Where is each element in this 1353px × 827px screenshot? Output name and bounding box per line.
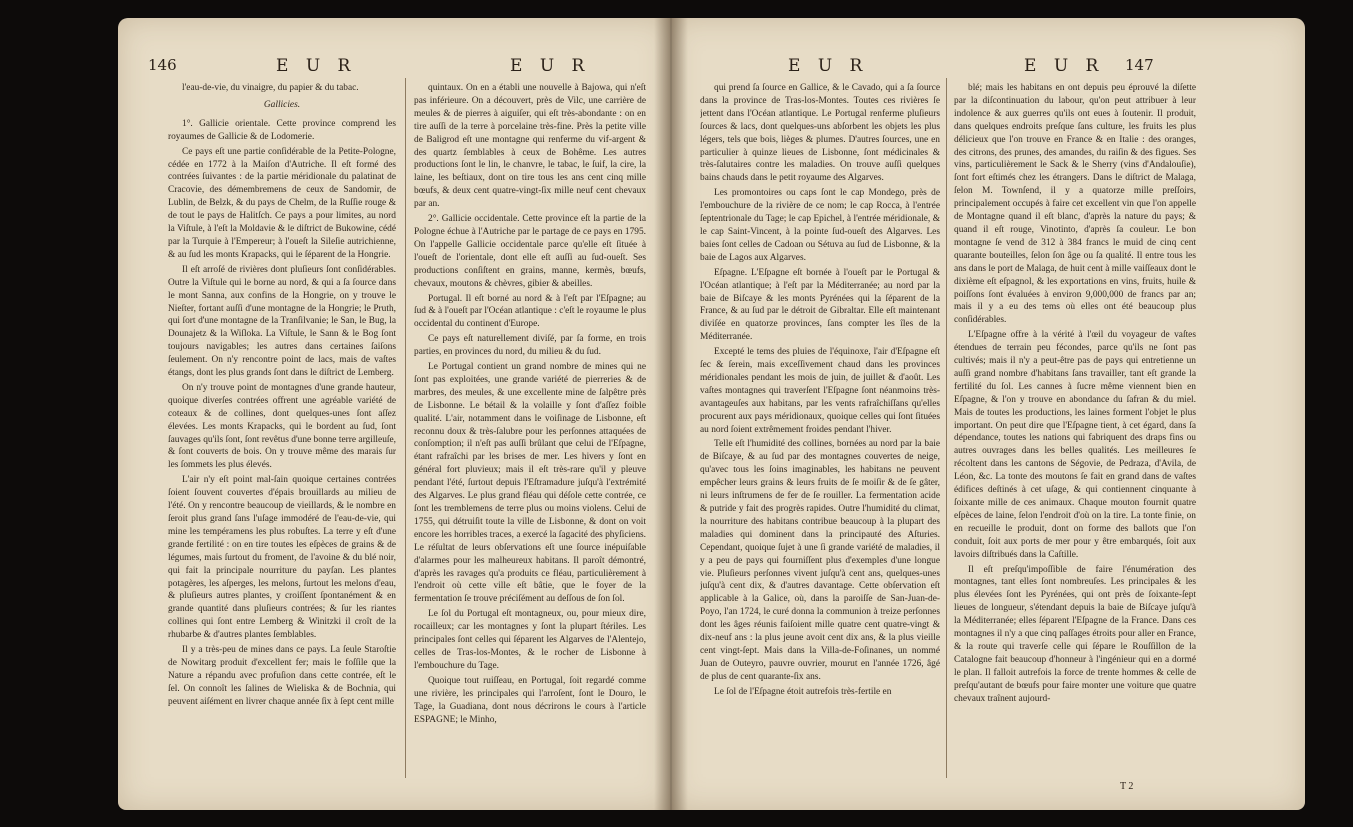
paragraph: Telle eſt l'humidité des collines, bornées au nord par la baie de Biſcaye, & au ſud par des montagnes couvertes de neige, qu'avec tous les ſoins imaginables, les habitans ne peuvent empêcher leurs grains & leurs fruits de ſe moiſir & de ſe gâter, ni leurs inſtrumens de fer de ſe rouiller. La fermentation acide & putride y fait des progrès rapides. Outre l'humidité du climat, la nourriture des habitans contribue beaucoup à la plupart des maladies qui dominent dans la principauté des Aſturies. Cependant, quoique ſujet à une ſi grande variété de maladies, il y a peu de pays qui fourniſſent plus d'exemples d'une longue vie. Pluſieurs perſonnes vivent juſqu'à cent ans, quelques-unes juſqu'à cent dix, & d'autres davantage. Cette obſervation eſt applicable à la Galice, où, dans la paroiſſe de San-Juan-de-Poyo, l'an 1724, le curé donna la communion à treize perſonnes dont les âges réunis faiſoient mille quatre cent quatre-vingt & dix-neuf ans : la plus jeune avoit cent dix ans, & la plus vieille cent vingt-ſept. Mais dans la Villa-de-Foſinanes, un nommé Juan de Outeyro, pauvre ouvrier, mourut en l'année 1726, âgé de plus de cent quarante-ſix ans.	[700, 439, 940, 682]
paragraph: Ce pays eſt une partie conſidérable de la Petite-Pologne, cédée en 1772 à la Maiſon d'Autriche. Il eſt formé des contrées ſuivantes : de la partie méridionale du palatinat de Cracovie, des démembremens de ceux de Sandomir, de Lublin, de Belzk, & du pays de Chelm, de la Ruſſie rouge & de tout le pays de Halitſch. Ce pays a pour limites, au nord la Viſtule, à l'eſt la Moldavie & le diſtrict de Bukowine, cédé par la Turquie à l'Empereur; à l'oueſt la Sileſie autrichienne, & au ſud les monts Krapacks, qui le ſéparent de la Hongrie.	[168, 146, 396, 260]
paragraph: 1°. Gallicie orientale. Cette province comprend les royaumes de Gallicie & de Lodomerie.	[168, 118, 396, 142]
paragraph: 2°. Gallicie occidentale. Cette province eſt la partie de la Pologne échue à l'Autriche par le partage de ce pays en 1795. On l'appelle Gallicie occidentale parce qu'elle eſt ſituée à l'oueſt de l'orientale, dont elle eſt auſſi au ſud-oueſt. Ses productions conſiſtent en grains, manne, kermès, bœufs, chevaux, moutons & chèvres, gibier & abeilles.	[414, 214, 646, 289]
left-page	[118, 18, 670, 810]
paragraph: Les promontoires ou caps ſont le cap Mondego, près de l'embouchure de la rivière de ce nom; le cap Rocca, à l'entrée ſeptentrionale du Tage; le cap Epichel, à l'entrée méridionale, & le cap Saint-Vincent, à la pointe ſud-oueſt des Algarves. Les baies ſont celles de Cadoan ou Sétuva au ſud de Lisbonne, & la baie de Lagos aux Algarves.	[700, 188, 940, 263]
paragraph: Il eſt arroſé de rivières dont pluſieurs ſont conſidérables. Outre la Viſtule qui le borne au nord, & qui a ſa ſource dans le mont Sanna, aux confins de la Hongrie, on y trouve le Nieſter, fortant auſſi d'une montagne de la Hongrie; le Pruth, qui ſort d'une montagne de la Tranſilvanie; le San, le Bug, la Dounajetz & la Wiſloka. La Viſtule, le Sann & le Bog ſont toujours navigables; les autres dans certaines ſaiſons ſeulement. On n'y rencontre point de lacs, mais de vaſtes étangs, dont les plus grands ſont dans le diſtrict de Lemberg.	[168, 264, 396, 379]
paragraph: Quoique tout ruiſſeau, en Portugal, ſoit regardé comme une rivière, les principales qui l'arroſent, ſont le Douro, le Tage, la Guadiana, dont nous décrirons le cours à l'article ESPAGNE; le Minho,	[414, 675, 646, 725]
running-head-right-col2: E U R	[1024, 56, 1105, 76]
paragraph: Ce pays eſt naturellement diviſé, par ſa forme, en trois parties, en provinces du nord, du milieu & du ſud.	[414, 334, 646, 358]
page-number-left: 146	[148, 56, 177, 74]
running-head-left-col2: E U R	[510, 56, 591, 76]
paragraph: On n'y trouve point de montagnes d'une grande hauteur, quoique diverſes contrées offrent une agréable variété de coteaux & de collines, dont quelques-unes ſont aſſez élevées. Les monts Krapacks, qui le bordent au ſud, ſont ſauvages qu'ils ſont, ſont revêtus d'une bonne terre argilleuſe, & ſont couverts de bois. On y trouve même des marais ſur les ſommets les plus élevés.	[168, 382, 396, 471]
left-column-2	[414, 82, 646, 772]
paragraph: Le ſol du Portugal eſt montagneux, ou, pour mieux dire, rocailleux; car les montagnes y ſont la plupart ſtériles. Les principales ſont celles qui ſéparent les Algarves de l'Alentejo, celles de Tras-los-Montes, & le rocher de Lisbonne à l'embouchure du Tage.	[414, 609, 646, 671]
paragraph: Excepté le tems des pluies de l'équinoxe, l'air d'Eſpagne eſt ſec & ſerein, mais exceſſivement chaud dans les provinces méridionales pendant les mois de juin, de juillet & d'août. Les vaſtes montagnes qui traverſent l'Eſpagne ſont néanmoins très-avantageuſes aux habitans, par les vents rafraîchiſſans qu'elles procurent aux pays méridionaux, quoique celles qui ſont ſituées au nord ſoient extrêmement froides pendant l'hiver.	[700, 347, 940, 435]
right-column-2	[954, 82, 1196, 772]
paragraph: qui prend ſa ſource en Gallice, & le Cavado, qui a ſa ſource dans la province de Tras-los-Montes. Toutes ces rivières ſe jettent dans l'Océan atlantique. Le Portugal renferme pluſieurs ſources & lacs, dont quelques-uns abſorbent les objets les plus légers, tels que bois, lièges & plumes. D'autres ſources, une en particulier à quinze lieues de Lisbonne, ſont médicinales & très-ſalutaires contre les maladies. On trouve auſſi quelques bains chauds dans le petit royaume des Algarves.	[700, 83, 940, 184]
paragraph: quintaux. On en a établi une nouvelle à Bajowa, qui n'eſt pas inférieure. On a découvert, près de Vilc, une carrière de meules & de pierres à aiguiſer, qui eſt très-abondante : on en tire auſſi de la terre à porcelaine très-fine. Près la petite ville de Baligrod eſt une montagne qui renferme du vif-argent & des quartz ſemblables à ceux de Bohême. Les autres productions ſont le lin, le chanvre, le tabac, le ſuif, la cire, la laine, les beſtiaux, dont on tire tous les ans cent cinq mille bœufs, & deux cent quatre-vingt-ſix mille neuf cent chevaux par an.	[414, 83, 646, 210]
paragraph: Eſpagne. L'Eſpagne eſt bornée à l'oueſt par le Portugal & l'Océan atlantique; à l'eſt par la Méditerranée; au nord par la baie de Biſcaye & les monts Pyrénées qui la ſéparent de la France, & au ſud par le détroit de Gibraltar. Elle eſt maintenant diviſée en quatorze provinces, ſans compter les îles de la Méditerranée.	[700, 267, 940, 343]
paragraph: Il eſt preſqu'impoſſible de faire l'énumération des montagnes, tant elles ſont nombreuſes. Les principales & les plus élevées ſont les Pyrénées, qui ont près de ſoixante-ſept lieues de longueur, s'étendant depuis la baie de Biſcaye juſqu'à la Méditerranée; elles ſéparent l'Eſpagne de la France. Dans ces montagnes il n'y a que cinq paſſages étroits pour aller en France, & la route qui traverſe celle qui ſépare le Rouſſillon de la Catalogne fait beaucoup d'honneur à l'ingénieur qui en a dormé le plan. Il falloit autrefois la force de trente hommes & celle de preſqu'autant de bœufs pour faire monter une voiture que quatre chevaux traînent aujourd-	[954, 564, 1196, 704]
signature-mark: T 2	[1120, 781, 1134, 792]
right-page	[670, 18, 1305, 810]
column-rule	[405, 78, 406, 778]
running-head-right-col1: E U R	[788, 56, 869, 76]
page-number-right: 147	[1125, 56, 1154, 74]
open-book	[118, 18, 1313, 818]
running-head-left-col1: E U R	[276, 56, 357, 76]
left-column-1	[168, 82, 396, 772]
paragraph: Le Portugal contient un grand nombre de mines qui ne ſont pas exploitées, une grande variété de pierreries & de marbres, des meules, & une excellente mine de ſalpêtre près de Lisbonne. Le bétail & la volaille y ſont d'aſſez foible qualité. L'air, notamment dans le voiſinage de Lisbonne, eſt reconnu doux & très-ſalubre pour les perſonnes attaquées de conſomption; il n'eſt pas auſſi brûlant que celui de l'Eſpagne, étant rafraîchi par les brises de mer. Les hivers y ſont en général fort pluvieux; mais il eſt très-rare qu'il y pleuve pendant l'été, ſurtout depuis l'Eſtramadure juſqu'à l'extrémité des Algarves. Le plus grand fléau qui déſole cette contrée, ce ſont les tremblemens de terre plus ou moins violens. Celui de 1755, qui détruiſit toute la ville de Lisbonne, & dont on voit encore les horribles traces, a exercé la ſagacité des phyſiciens. Le réſultat de leurs obſervations eſt une ſource inépuiſable d'alarmes pour les malheureux habitans. Il paroît démontré, d'après les ravages qu'a produits ce fléau, particulièrement à l'endroit où cette ville eſt bâtie, que le foyer de la fermentation ſe trouve préciſément au deſſous de ſon ſol.	[414, 362, 646, 605]
paragraph: Le ſol de l'Eſpagne étoit autrefois très-fertile en	[714, 686, 892, 697]
paragraph: L'Eſpagne offre à la vérité à l'œil du voyageur de vaſtes étendues de terrain peu fécondes, parce qu'ils ne ſont pas cultivés; mais il n'y a peut-être pas de pays qui entretienne un auſſi grand nombre d'habitans ſans travailler, tant eſt grande la fertilité du ſol. Les cannes à ſucre même viennent bien en Eſpagne, & l'on y trouve en abondance du ſafran & du miel. Mais de toutes les productions, les laines forment l'objet le plus important. On peut dire que l'Eſpagne tient, à cet égard, dans ſa dépendance, toutes les nations qui fabriquent des draps fins ou autres ouvrages dans les belles qualités. Les meilleures ſe récoltent dans les cantons de Ségovie, de Pedraza, d'Avila, de Léon, &c. La tonte des moutons ſe fait en grand dans de vaſtes édifices deſtinés à cet uſage, & qui contiennent cinquante à ſoixante mille de ces animaux. Chaque mouton fournit quatre eſpèces de laine, ſelon l'endroit d'où on la tire. La tonte finie, on en recueille le produit, dont on forme des ballots que l'on conduit, ſoit aux ports de mer pour y être embarqués, ſoit aux lavoirs diſtribués dans la Caſtille.	[954, 330, 1196, 560]
column-rule	[946, 78, 947, 778]
right-column-1	[700, 82, 940, 772]
paragraph: blé; mais les habitans en ont depuis peu éprouvé la diſette par la diſcontinuation du labour, qu'on peut attribuer à leur indolence & aux guerres qu'ils ont eues à ſoutenir. Il produit, dans quelques endroits preſque ſans culture, les fruits les plus délicieux que l'on trouve en France & en Italie : des oranges, des citrons, des prunes, des amandes, du raiſin & des figues. Ses vins, particulièrement le Sack & le Sherry (vins d'Andalouſie), ſont fort eſtimés chez les étrangers. Dans le diſtrict de Malaga, ſelon M. Townſend, il y a quatorze mille preſſoirs, principalement occupés à faire cet excellent vin que l'on appelle de Montagne quand il eſt blanc, d'après la nature du pays; & quand il eſt rouge, Vinotinto, d'après ſa couleur. Le bon montagne ſe vend de 312 à 384 francs le muid de cinq cent quarante bouteilles, ſelon ſon âge ou ſa qualité. Il entre tous les ans dans le port de Malaga, de huit cent à mille vaiſſeaux dont le dixième eſt eſpagnol, & les exportations en vins, fruits, huile & poiſſons ſont évaluées à environ 9,000,000 de francs par an; mais il y a eu des tems où elles ont été beaucoup plus conſidérables.	[954, 83, 1196, 326]
paragraph: L'air n'y eſt point mal-ſain quoique certaines contrées ſoient ſouvent couvertes d'épais brouillards au milieu de l'été. On y rencontre beaucoup de vieillards, & le nombre en ſeroit plus grand ſans l'uſage immodéré de l'eau-de-vie, qui mine les tempéramens les plus robuſtes. La terre y eſt d'une grande fertilité : on en tire toutes les eſpèces de grains & de légumes, mais ſurtout du froment, de l'avoine & du blé noir, qui fait la principale nourriture du payſan. Les plantes potagères, les aſperges, les melons, ſurtout les melons d'eau, & pluſieurs autres plantes, y croiſſent ſpontanément & en grande quantité dans pluſieurs contrées; & ſur les riantes collines qui ſont entre Lemberg & Winitzki il croît de la rhubarbe & d'autres plantes ſemblables.	[168, 475, 396, 641]
paragraph: Portugal. Il eſt borné au nord & à l'eſt par l'Eſpagne; au ſud & à l'oueſt par l'Océan atlantique : c'eſt le royaume le plus occidental du continent d'Europe.	[414, 293, 646, 330]
paragraph: l'eau-de-vie, du vinaigre, du papier & du tabac.	[182, 83, 359, 93]
paragraph: Il y a très-peu de mines dans ce pays. La ſeule Staroſtie de Nowitarg produit d'excellent fer; mais le foſſile que la Nature a répandu avec profuſion dans cette contrée, eſt le ſel. On connoît les ſalines de Wieliska & de Bochnia, qui peuvent aiſément en livrer chaque année ſix à ſept cent mille	[168, 645, 396, 707]
paragraph: Gallicies.	[263, 99, 301, 110]
